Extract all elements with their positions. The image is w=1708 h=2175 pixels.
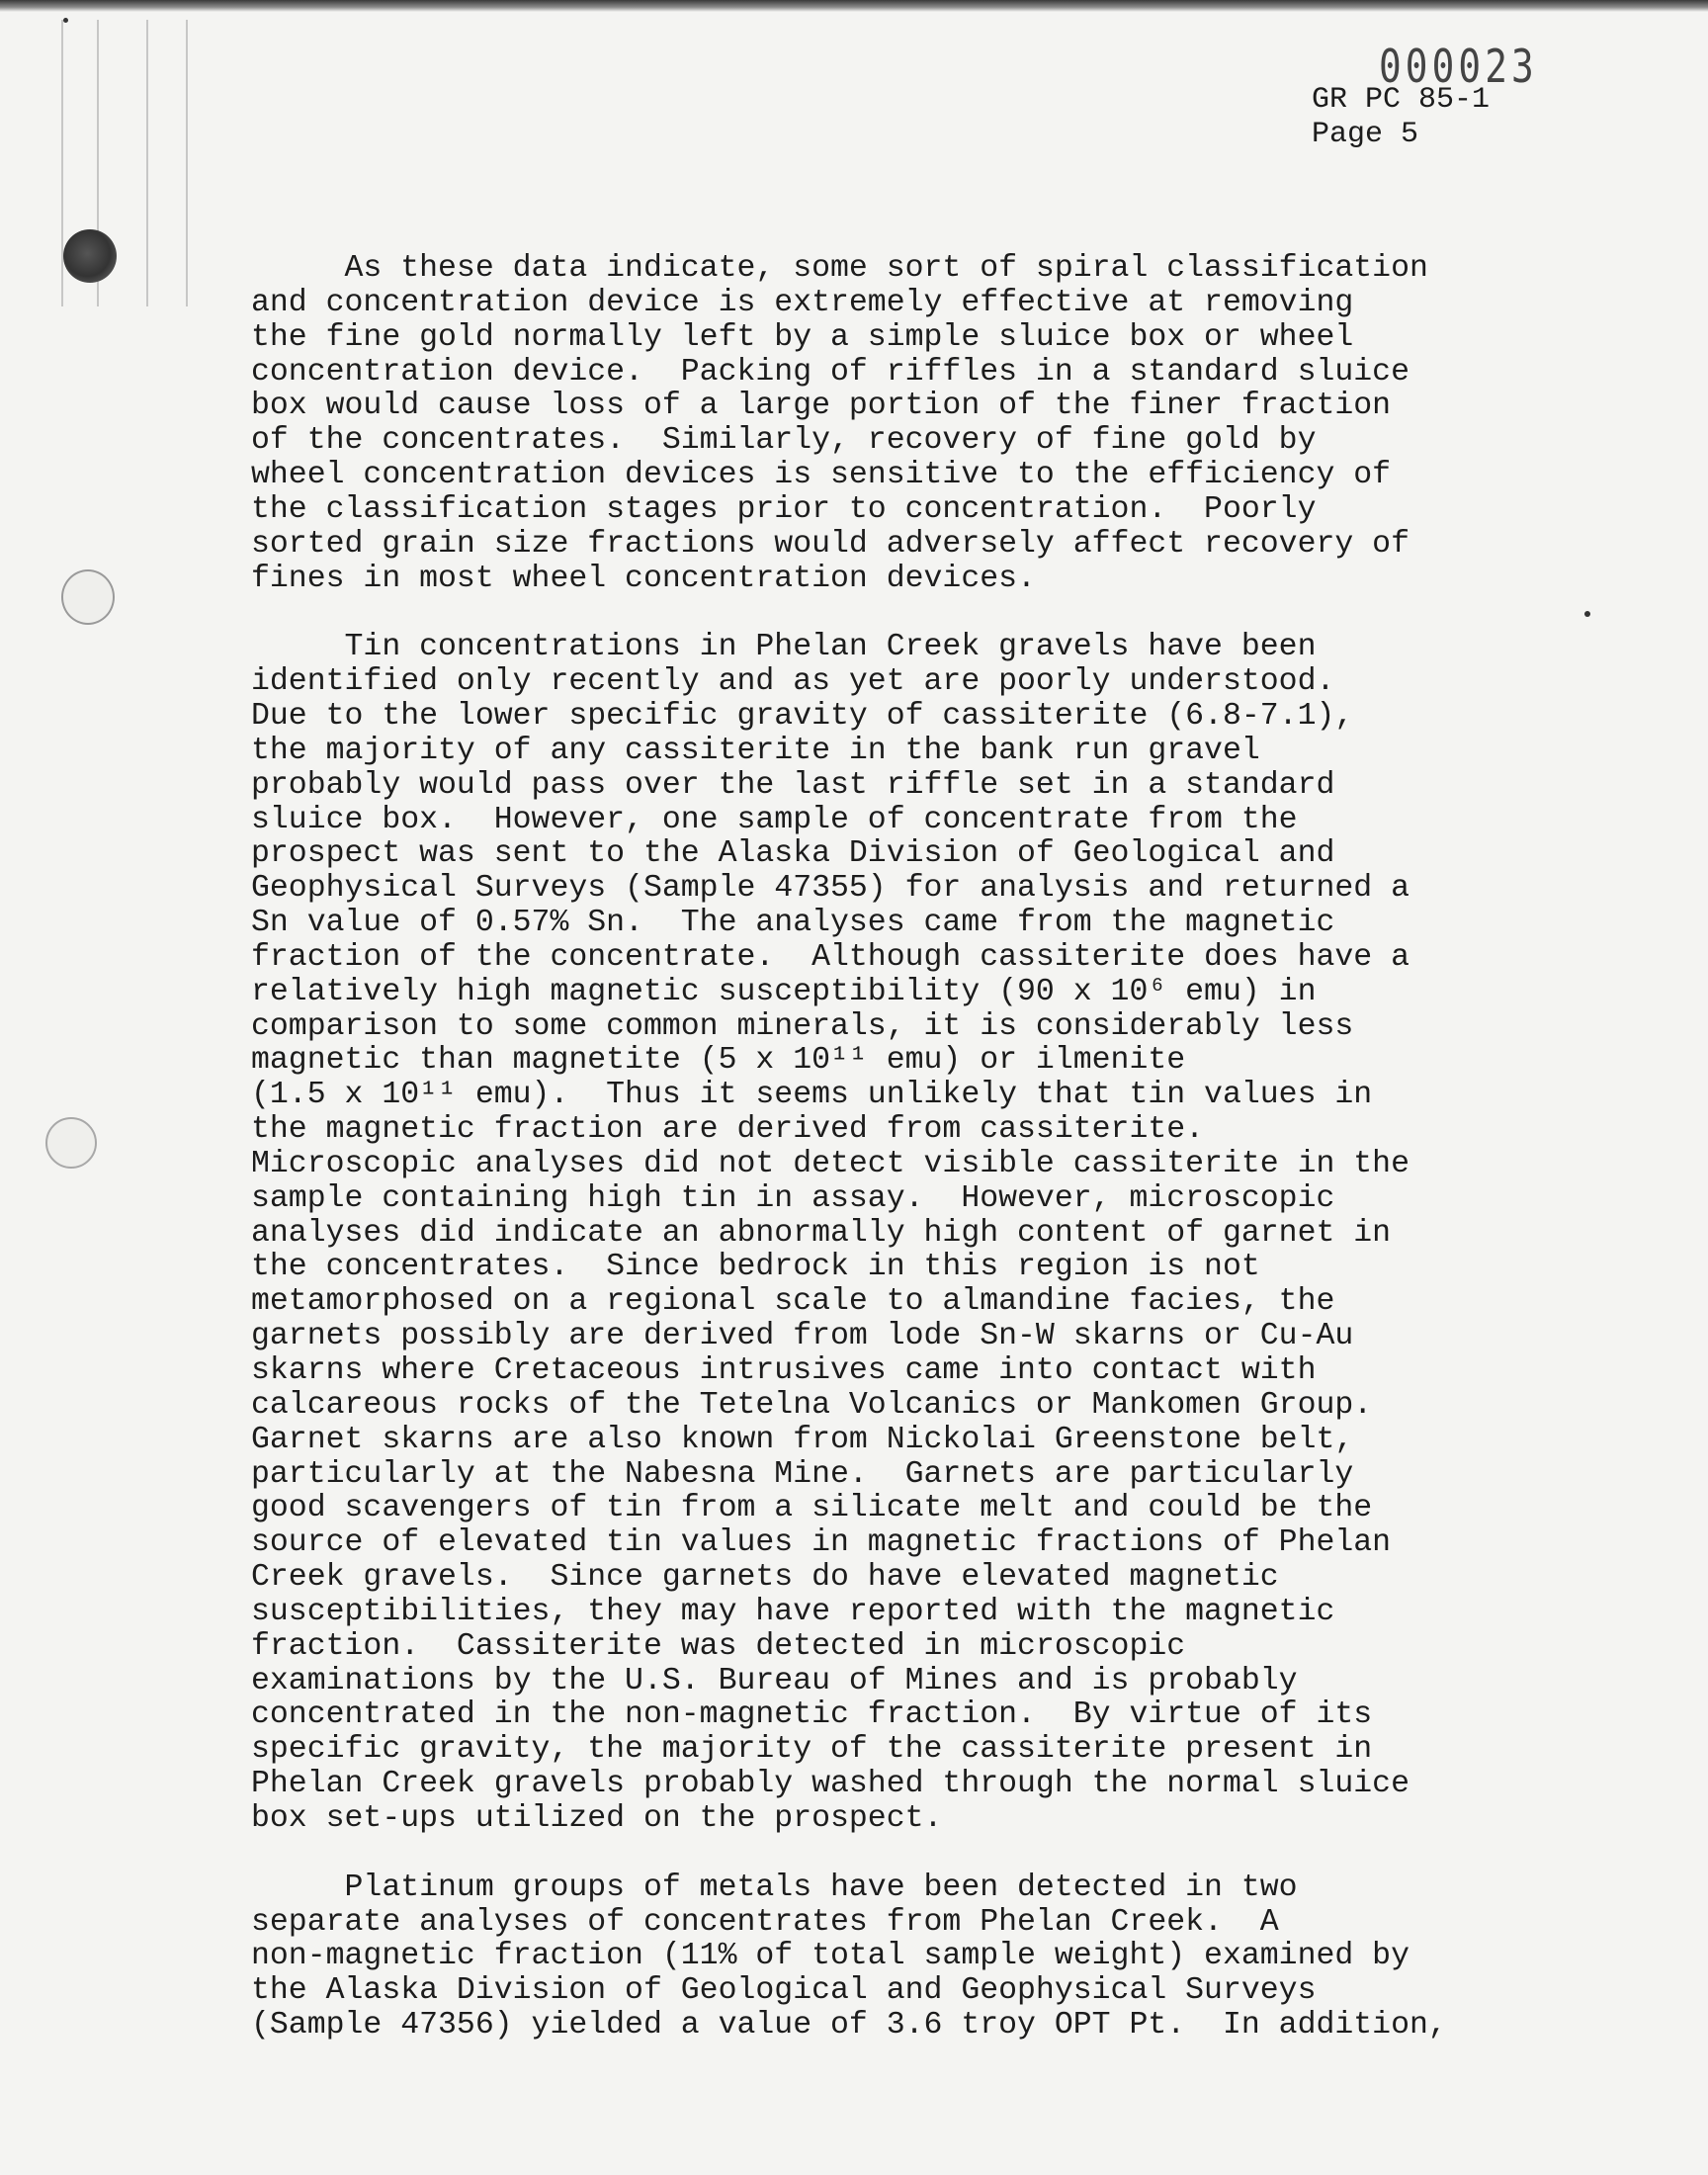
- text-line: the fine gold normally left by a simple sluice box or wheel: [251, 319, 1354, 355]
- document-id: GR PC 85-1: [1312, 83, 1491, 117]
- text-line: the classification stages prior to concentration. Poorly: [251, 491, 1317, 527]
- text-line: Sn value of 0.57% Sn. The analyses came from the magnetic: [251, 906, 1335, 941]
- text-line: sample containing high tin in assay. However, microscopic: [251, 1180, 1335, 1216]
- text-line: Due to the lower specific gravity of cassiterite (6.8-7.1),: [251, 698, 1354, 734]
- text-line: relatively high magnetic susceptibility (90 x 10⁶ emu) in: [251, 974, 1317, 1009]
- text-line: Garnet skarns are also known from Nickolai Greenstone belt,: [251, 1422, 1354, 1457]
- text-line: concentrated in the non-magnetic fraction. By virtue of its: [251, 1697, 1373, 1733]
- punch-hole: [63, 229, 117, 283]
- text-line: calcareous rocks of the Tetelna Volcanics or Mankomen Group.: [251, 1387, 1373, 1423]
- text-line: garnets possibly are derived from lode Sn-W skarns or Cu-Au: [251, 1319, 1354, 1354]
- text-line: analyses did indicate an abnormally high content of garnet in: [251, 1215, 1392, 1251]
- text-line: fraction of the concentrate. Although cassiterite does have a: [251, 939, 1409, 975]
- text-line: wheel concentration devices is sensitive to the efficiency of: [251, 458, 1392, 493]
- paragraph: [251, 252, 1546, 596]
- page-number: Page 5: [1312, 117, 1419, 151]
- text-line: Phelan Creek gravels probably washed through the normal sluice: [251, 1767, 1409, 1802]
- margin-mark: [186, 20, 188, 306]
- text-line: the majority of any cassiterite in the bank run gravel: [251, 733, 1260, 768]
- punch-hole: [45, 1117, 97, 1169]
- paragraph: [251, 631, 1546, 1837]
- text-line: sorted grain size fractions would adversely affect recovery of: [251, 526, 1409, 562]
- text-line: fines in most wheel concentration devices.: [251, 561, 1036, 596]
- text-line: the Alaska Division of Geological and Geophysical Surveys: [251, 1973, 1317, 2009]
- margin-mark: [61, 20, 63, 306]
- text-line: (Sample 47356) yielded a value of 3.6 troy OPT Pt. In addition,: [251, 2008, 1447, 2044]
- punch-hole: [61, 569, 115, 625]
- text-line: Geophysical Surveys (Sample 47355) for analysis and returned a: [251, 871, 1409, 907]
- scan-speck: [63, 18, 68, 23]
- text-line: specific gravity, the majority of the cassiterite present in: [251, 1732, 1373, 1768]
- text-line: Platinum groups of metals have been detected in two: [251, 1870, 1298, 1905]
- scan-top-edge: [0, 0, 1708, 12]
- text-line: fraction. Cassiterite was detected in microscopic: [251, 1628, 1186, 1664]
- text-line: sluice box. However, one sample of concentrate from the: [251, 802, 1298, 837]
- text-line: Creek gravels. Since garnets do have elevated magnetic: [251, 1560, 1279, 1596]
- text-line: As these data indicate, some sort of spiral classification: [251, 251, 1428, 286]
- page-header: [1312, 84, 1490, 153]
- text-line: probably would pass over the last riffle set in a standard: [251, 767, 1335, 803]
- text-line: Tin concentrations in Phelan Creek gravels have been: [251, 630, 1317, 665]
- text-line: susceptibilities, they may have reported with the magnetic: [251, 1594, 1335, 1629]
- scan-speck: [1584, 611, 1590, 617]
- text-line: identified only recently and as yet are poorly understood.: [251, 664, 1335, 700]
- text-line: box would cause loss of a large portion of the finer fraction: [251, 389, 1392, 424]
- text-line: magnetic than magnetite (5 x 10¹¹ emu) or ilmenite: [251, 1043, 1186, 1079]
- text-line: (1.5 x 10¹¹ emu). Thus it seems unlikely that tin values in: [251, 1078, 1373, 1113]
- margin-mark: [146, 20, 148, 306]
- text-line: concentration device. Packing of riffles in a standard sluice: [251, 354, 1409, 390]
- text-line: skarns where Cretaceous intrusives came into contact with: [251, 1353, 1317, 1388]
- text-line: comparison to some common minerals, it is considerably less: [251, 1008, 1354, 1044]
- text-line: the magnetic fraction are derived from cassiterite.: [251, 1112, 1205, 1148]
- text-line: and concentration device is extremely effective at removing: [251, 285, 1354, 320]
- text-line: box set-ups utilized on the prospect.: [251, 1800, 943, 1836]
- text-line: the concentrates. Since bedrock in this region is not: [251, 1250, 1260, 1285]
- text-line: particularly at the Nabesna Mine. Garnets are particularly: [251, 1456, 1354, 1492]
- paragraph: [251, 1871, 1546, 2044]
- document-body: [251, 252, 1546, 2078]
- text-line: of the concentrates. Similarly, recovery of fine gold by: [251, 423, 1317, 459]
- text-line: metamorphosed on a regional scale to almandine facies, the: [251, 1284, 1335, 1320]
- text-line: prospect was sent to the Alaska Division of Geological and: [251, 836, 1335, 872]
- text-line: examinations by the U.S. Bureau of Mines and is probably: [251, 1663, 1298, 1698]
- text-line: source of elevated tin values in magnetic fractions of Phelan: [251, 1525, 1392, 1561]
- text-line: non-magnetic fraction (11% of total sample weight) examined by: [251, 1939, 1409, 1974]
- text-line: Microscopic analyses did not detect visible cassiterite in the: [251, 1146, 1409, 1181]
- text-line: separate analyses of concentrates from Phelan Creek. A: [251, 1904, 1279, 1940]
- text-line: good scavengers of tin from a silicate melt and could be the: [251, 1491, 1373, 1526]
- document-stamp-number: 000023: [1379, 40, 1538, 93]
